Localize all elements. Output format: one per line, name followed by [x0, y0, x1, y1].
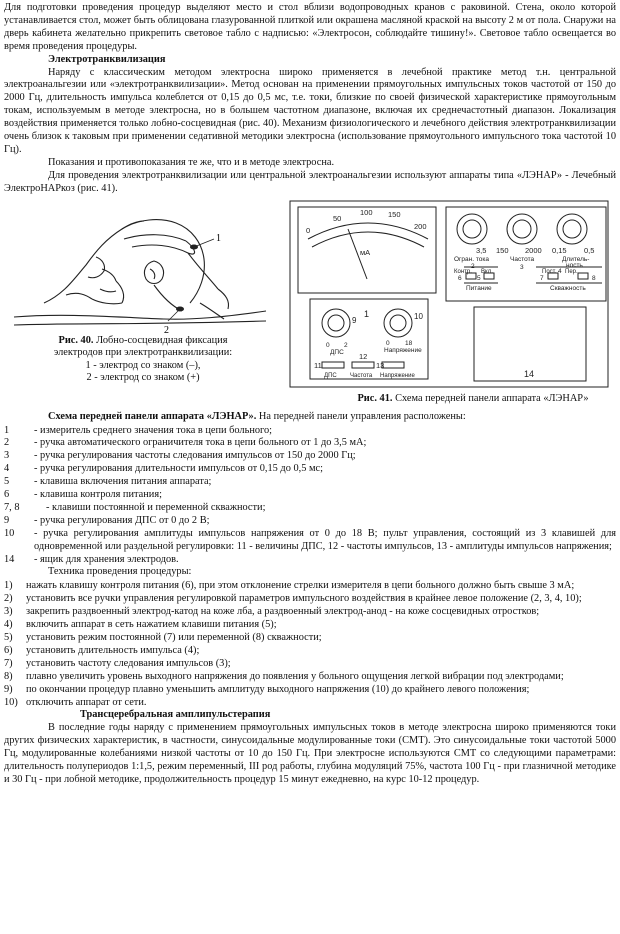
- frequency-key-12: [352, 362, 374, 368]
- knob-scale: 0: [386, 339, 390, 347]
- scheme-title: [4, 411, 616, 424]
- fig40-label-1: 1: [216, 232, 221, 244]
- knob-scale: 0,15: [552, 245, 567, 255]
- list-item: [4, 450, 616, 463]
- step-number: 9): [4, 683, 13, 695]
- item-text: - клавиша включения питания аппарата;: [34, 476, 212, 488]
- item-text: - ящик для хранения электродов.: [34, 553, 179, 565]
- step-number: 5): [4, 632, 13, 643]
- item-number: 2: [4, 437, 10, 449]
- meter-tick: 50: [333, 213, 342, 223]
- figures-row: [4, 199, 616, 409]
- fig41-label-14: 14: [524, 368, 535, 379]
- section-heading-amplipulse: Трансцеребральная амплипульстерапия: [80, 709, 271, 721]
- fig41-label-6: 6: [458, 274, 462, 282]
- label-current-limit: Огран. тока: [454, 255, 489, 263]
- technique-heading: Техника проведения процедуры:: [48, 566, 192, 578]
- voltage-key-13: [382, 362, 404, 368]
- step-text: установить все ручки управления регулировкой параметров импульсного воздействия в крайнее левое положение (2, 3, 4, 10);: [26, 593, 582, 605]
- scheme-title-rest: На передней панели управления расположены:: [258, 410, 466, 422]
- knob-scale: 150: [496, 245, 509, 255]
- item-text: - клавиши постоянной и переменной скважности;: [46, 501, 266, 513]
- knob-scale: 18: [405, 339, 413, 347]
- item-number: 10: [4, 527, 15, 539]
- list-item: [4, 554, 616, 567]
- list-item: [4, 671, 616, 684]
- item-text: - ручка регулирования ДПС от 0 до 2 В;: [34, 514, 210, 526]
- caption-number: Рис. 41.: [357, 392, 393, 404]
- label-duty-cycle: Скважность: [550, 284, 586, 292]
- list-item: [4, 658, 616, 671]
- step-number: 10): [4, 696, 18, 708]
- item-text: - клавиша контроля питания;: [34, 489, 162, 501]
- fig41-label-3: 3: [520, 263, 524, 271]
- label-duration: Длитель-: [562, 255, 590, 263]
- knob-scale: 0: [326, 341, 330, 349]
- label-power: Питание: [466, 284, 492, 292]
- meter-tick: 150: [388, 209, 401, 219]
- fig41-label-9: 9: [352, 315, 357, 325]
- list-item: [4, 528, 616, 554]
- step-text: установить режим постоянной (7) или переменной (8) скважности;: [26, 632, 322, 643]
- step-number: 2): [4, 593, 13, 605]
- dps-key-11: [322, 362, 344, 368]
- caption-text: Лобно-сосцевидная фиксация: [96, 334, 228, 346]
- step-text: отключить аппарат от сети.: [26, 696, 147, 708]
- fig41-label-13: 13: [376, 360, 385, 370]
- caption-text: Схема передней панели аппарата «ЛЭНАР»: [395, 392, 589, 404]
- fig41-label-4: 4: [558, 267, 562, 275]
- caption-number: Рис. 40.: [58, 334, 94, 346]
- figure-41-caption: [338, 393, 608, 406]
- item-text: - ручка регулирования частоты следования импульсов от 150 до 2000 Гц;: [34, 450, 356, 462]
- fig41-label-10: 10: [414, 311, 423, 321]
- item-text: - ручка автоматического ограничителя тока в цепи больного от 1 до 3,5 мА;: [34, 437, 367, 449]
- list-item: [4, 632, 616, 645]
- list-item: [4, 684, 616, 697]
- label-control: Контр.: [454, 268, 472, 275]
- item-number: 7, 8: [4, 501, 20, 513]
- fig41-label-7: 7: [540, 274, 544, 282]
- step-text: закрепить раздвоенный электрод-катод на коже лба, а раздвоенный электрод-анод - на коже сосцевидных отростков;: [26, 606, 540, 618]
- list-item: [4, 476, 616, 489]
- knob-scale: 2000: [525, 245, 542, 255]
- paragraph: Наряду с классическим методом электросна широко применяется в лечебной практике метод т.н. центральной электроанальгезии или «электротранквилизации». Метод основан на применении прямоугольных импульсных токов частотой от 150 до 2000 Гц, длительность импульса колеблется от 0,15 до 0,5 мс, т.е. токи, близкие по своей физической характеристике прямоугольным токам, используемым в методе электросна, но в большем частотном диапазоне, включая их среднечастотный диапазон. Локализация воздействия применяется только лобно-сосцевидная (рис. 40). Механизм физиологического и лечебного действия электротранквилизации очень близок к таковым при применении седативной методики электросна (использование прямоугольного импульсного тока частотой 10 Гц).: [4, 66, 616, 155]
- label-variable: Пер.: [565, 268, 578, 275]
- technique-steps: [4, 580, 616, 709]
- step-text: включить аппарат в сеть нажатием клавиши питания (5);: [26, 619, 277, 631]
- list-item: [4, 593, 616, 606]
- lenar-panel-drawing: [288, 199, 613, 391]
- list-item: [4, 697, 616, 710]
- section-heading-electrotranquilization: Электротранквилизация: [48, 53, 166, 65]
- caption-text: 2 - электрод со знаком (+): [86, 372, 200, 384]
- meter-tick: 0: [306, 225, 311, 235]
- step-number: 4): [4, 619, 13, 631]
- item-text: - измеритель среднего значения тока в цепи больного;: [34, 424, 273, 436]
- knob-scale: 0,5: [584, 245, 595, 255]
- label-voltage: Напряжение: [384, 346, 422, 354]
- panel-frame: [290, 201, 608, 387]
- fig41-label-2: 2: [471, 262, 475, 270]
- step-number: 1): [4, 580, 13, 592]
- item-number: 9: [4, 514, 10, 526]
- knob-scale: 2: [344, 341, 348, 349]
- knob-scale: 3,5: [476, 245, 487, 255]
- step-text: плавно увеличить уровень выходного напряжения до появления у больного ощущения легкой вибрации под электродами;: [26, 670, 564, 682]
- meter-tick: 100: [360, 207, 373, 217]
- caption-text: 1 - электрод со знаком (–),: [85, 359, 201, 371]
- scheme-title-bold: Схема передней панели аппарата «ЛЭНАР».: [48, 410, 257, 422]
- step-text: установить длительность импульса (4);: [26, 644, 200, 656]
- fig41-label-8: 8: [592, 274, 596, 282]
- duty-cycle-key-8: [578, 273, 588, 279]
- label-dps: ДПС: [330, 348, 344, 356]
- label-constant: Пост.: [542, 268, 557, 275]
- item-number: 1: [4, 424, 10, 436]
- head-electrode-drawing: [4, 199, 272, 334]
- fig41-label-5: 5: [477, 274, 481, 282]
- paragraph: В последние годы наряду с применением прямоугольных импульсных токов в методе электросна широко применяются токи других физических характеристик, в частности, синусоидальные модулированные токи (СМТ). Это синусоидальные токи частотой 5000 Гц, модулированные колебаниями низкой частоты от 10 до 150 Гц. При электросне используются СМТ со следующими параметрами: длительность полупериодов 1:1,5, режим переменный, III род работы, глубина модуляций 75%, частота 100 Гц - при глазничной методике и 30 Гц - при лобной методике, продолжительность процедур 15 минут ежедневно, на курс 10-12 процедур.: [4, 722, 616, 785]
- step-number: 7): [4, 657, 13, 669]
- meter-tick: 200: [414, 221, 427, 231]
- fig41-label-1: 1: [364, 308, 370, 319]
- key-label-frequency: Частота: [350, 372, 373, 379]
- list-item: [4, 502, 616, 515]
- step-text: по окончании процедур плавно уменьшить амплитуду выходного напряжения (10) до крайнего левого положения;: [26, 683, 530, 695]
- label-on: Вкл.: [481, 268, 493, 275]
- step-number: 3): [4, 606, 13, 618]
- list-item: [4, 606, 616, 619]
- item-number: 4: [4, 463, 10, 475]
- list-item: [4, 619, 616, 632]
- item-number: 5: [4, 476, 10, 488]
- list-item: [4, 645, 616, 658]
- list-item: [4, 437, 616, 450]
- fig41-label-12: 12: [359, 351, 368, 361]
- panel-items-list: [4, 425, 616, 567]
- step-number: 6): [4, 644, 13, 656]
- list-item: [4, 425, 616, 438]
- item-number: 14: [4, 553, 15, 565]
- paragraph: Для проведения электротранквилизации или центральной электроанальгезии используют аппараты типа «ЛЭНАР» - Лечебный ЭлектроНАРкоз (рис. 41).: [4, 169, 616, 194]
- figure-40: [4, 199, 272, 409]
- page: [4, 2, 616, 787]
- item-text: - ручка регулирования амплитуды импульсов напряжения от 0 до 18 В; пульт управления, состоящий из 3 клавишей для одновременной или раздельной регулировки: 11 - величины ДПС, 12 - частоты импульсов, 13 - амплитуды импульсов напряжения;: [34, 527, 616, 552]
- item-text: - ручка регулирования длительности импульсов от 0,15 до 0,5 мс;: [34, 463, 323, 475]
- fig40-label-2: 2: [164, 324, 169, 334]
- meter-unit: мА: [360, 247, 371, 257]
- list-item: [4, 463, 616, 476]
- step-text: нажать клавишу контроля питания (6), при этом отклонение стрелки измерителя в цепи больного должно быть свыше 3 мА;: [26, 580, 575, 592]
- list-item: [4, 489, 616, 502]
- label-frequency: Частота: [510, 255, 535, 263]
- item-number: 6: [4, 489, 10, 501]
- figure-41: [288, 199, 613, 409]
- intro-paragraph: Для подготовки проведения процедур выделяют место и стол вблизи водопроводных кранов с раковиной. Стена, около которой устанавливается стол, может быть облицована глазурованной плиткой или окрашена масляной краской на высоту 2 м от пола. Снаружи на дверь кабинета желательно прикрепить световое табло с надписью: «Электросон, соблюдайте тишину!». Световое табло освещается во время проведения процедуры.: [4, 2, 616, 52]
- caption-text: электродов при электротранквилизации:: [53, 347, 233, 359]
- paragraph: Показания и противопоказания те же, что и в методе электросна.: [48, 156, 335, 168]
- step-text: установить частоту следования импульсов (3);: [26, 657, 231, 669]
- figure-40-caption: [18, 335, 268, 385]
- key-label-dps: ДПС: [324, 372, 337, 379]
- item-number: 3: [4, 450, 10, 462]
- step-number: 8): [4, 670, 13, 682]
- key-label-voltage: Напряжение: [380, 372, 415, 379]
- label-duration: ность: [566, 261, 583, 269]
- list-item: [4, 580, 616, 593]
- list-item: [4, 515, 616, 528]
- fig41-label-11: 11: [314, 360, 322, 370]
